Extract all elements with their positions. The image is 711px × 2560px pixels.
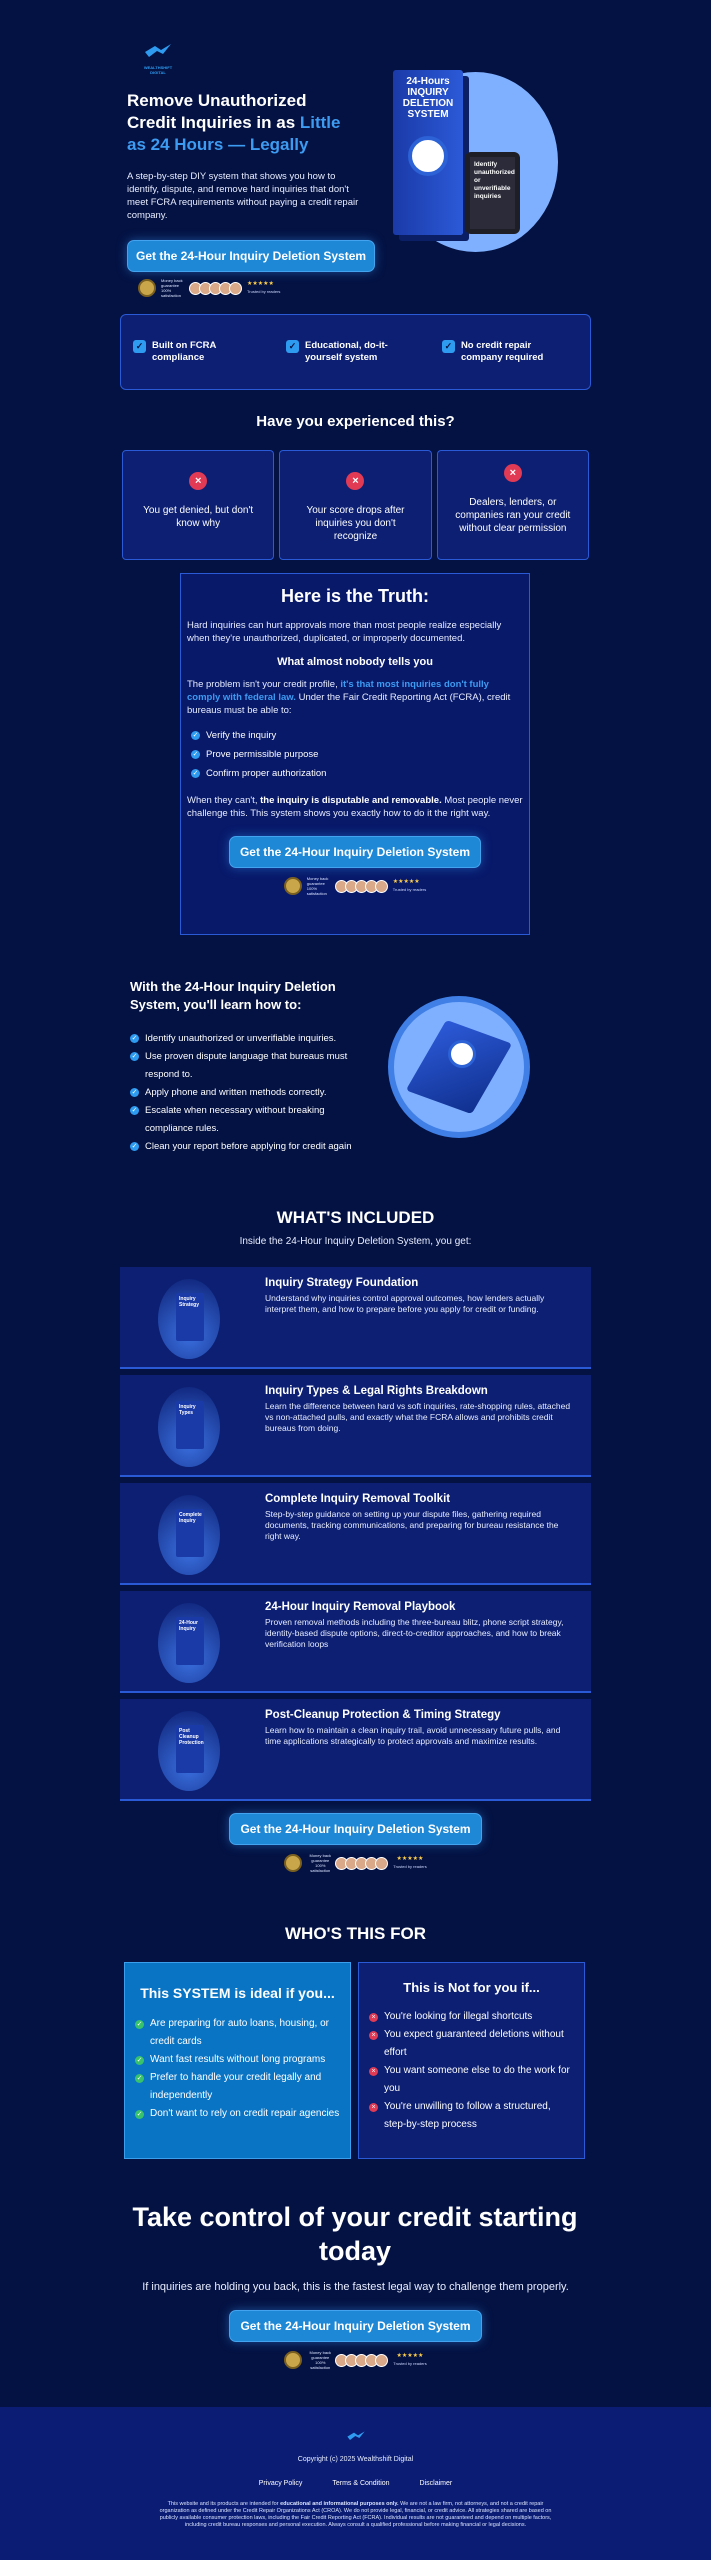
feature-item: ✓ Educational, do-it-yourself system (286, 340, 442, 364)
terms-link[interactable]: Terms & Condition (332, 2480, 390, 2487)
included-item (120, 1375, 591, 1477)
rating-stars: ★★★★★ Trusted by readers (393, 2353, 427, 2366)
included-social-proof: Money back guarantee 100% satisfaction ★★★★★ Trusted by readers (0, 1853, 711, 1873)
included-item-title: Complete Inquiry Removal Toolkit (265, 1493, 451, 1505)
included-item-desc: Step-by-step guidance on setting up your dispute files, gathering required documents, tracking communications, and preparing for bureau resistance the right way. (265, 1509, 559, 1541)
list-item: ✓ Identify unauthorized or unverifiable inquiries. (131, 1033, 337, 1044)
guarantee-seal (284, 2351, 302, 2369)
included-item-desc: Learn how to maintain a clean inquiry trail, avoid unnecessary future pulls, and time applications strategically to protect approvals and maximize results. (265, 1725, 561, 1746)
book-thumbnail: 24-Hour Inquiry (158, 1603, 220, 1683)
disclaimer-link[interactable]: Disclaimer (419, 2480, 453, 2487)
included-heading: WHAT'S INCLUDED (276, 1208, 435, 1227)
included-item-title: Inquiry Types & Legal Rights Breakdown (265, 1385, 488, 1397)
list-item: ✓ Verify the inquiry (192, 730, 277, 741)
hero-book-title: 24-Hours INQUIRY DELETION SYSTEM (402, 76, 454, 120)
hero-title-line3-highlight: as 24 Hours — Legally (127, 135, 309, 154)
check-circle-icon: ✓ (136, 2074, 143, 2082)
not-for-box (358, 1962, 585, 2159)
rating-stars: ★★★★★ Trusted by readers (392, 879, 427, 892)
truth-subheading: What almost nobody tells you (277, 656, 433, 668)
x-circle-icon: × (369, 2067, 378, 2076)
rating-stars: ★★★★★ Trusted by readers (393, 1856, 427, 1869)
list-item: ✓ Don't want to rely on credit repair agencies (136, 2108, 340, 2119)
included-list (120, 1267, 591, 1801)
learn-list (130, 1030, 365, 1156)
footer-disclaimer: This website and its products are intended for educational and informational purposes only. We are not a law firm, not attorneys, and not a credit repair organization as defined under the Credit Repair Organizations Act (CROA). We do not provide legal, financial, or credit advice. All strategies shared are based on publicly available consumer protection laws, including the Fair Credit Reporting Act (FCRA). Individual results are not guaranteed and depend on multiple factors, including credit bureau responses and personal execution. Always consult a qualified professional before making financial or legal decisions. (159, 2501, 552, 2528)
guarantee-seal (284, 1854, 302, 1872)
footer-links (0, 2480, 711, 2487)
x-circle-icon: × (369, 2031, 378, 2040)
final-cta-button[interactable]: Get the 24-Hour Inquiry Deletion System (229, 2310, 481, 2342)
clock-icon (408, 136, 448, 176)
logo-bird-icon (143, 42, 173, 60)
hero-tablet (465, 152, 520, 234)
feature-item: ✓ No credit repair company required (442, 340, 590, 364)
included-item (120, 1483, 591, 1585)
included-item-desc: Learn the difference between hard vs soft inquiries, rate-shopping rules, attached vs non-attached pulls, and exactly what the FCRA allows and prohibits credit bureaus from doing. (265, 1401, 571, 1433)
checkbox-icon: ✓ (442, 340, 455, 353)
check-circle-icon: ✓ (131, 1052, 138, 1060)
list-item: ✓ Escalate when necessary without breaking compliance rules. (131, 1105, 325, 1134)
included-item-title: Inquiry Strategy Foundation (265, 1277, 419, 1289)
included-item-desc: Understand why inquiries control approval outcomes, how lenders actually interpret them, and how to prepare before you apply for credit or funding. (265, 1293, 545, 1314)
included-item (120, 1699, 591, 1801)
truth-box (180, 573, 530, 935)
hero-title (127, 90, 367, 156)
footer-copyright: Copyright (c) 2025 Wealthshift Digital (297, 2456, 414, 2463)
footer-logo-icon[interactable] (346, 2429, 366, 2443)
book-thumbnail: Post Cleanup Protection (158, 1711, 220, 1791)
checkbox-icon: ✓ (133, 340, 146, 353)
included-cta-button[interactable]: Get the 24-Hour Inquiry Deletion System (229, 1813, 481, 1845)
check-circle-icon: ✓ (192, 751, 199, 758)
check-circle-icon: ✓ (192, 732, 199, 739)
final-social-proof: Money back guarantee 100% satisfaction ★★★★★ Trusted by readers (0, 2350, 711, 2370)
check-circle-icon: ✓ (136, 2110, 143, 2118)
x-circle-icon: × (369, 2103, 378, 2112)
hero-product-image (385, 70, 560, 255)
hero-book (393, 70, 463, 235)
rating-stars: ★★★★★ Trusted by readers (247, 281, 281, 294)
truth-heading: Here is the Truth: (280, 586, 430, 606)
list-item: ✓ Use proven dispute language that bureaus must respond to. (131, 1051, 348, 1080)
feature-item: ✓ Built on FCRA compliance (133, 340, 286, 364)
book-thumbnail: Inquiry Types (158, 1387, 220, 1467)
hero-title-line1: Remove Unauthorized (127, 91, 307, 110)
included-subheading: Inside the 24-Hour Inquiry Deletion System, you get: (239, 1236, 472, 1247)
x-circle-icon: × (504, 464, 522, 482)
list-item: ✓ Want fast results without long programs (136, 2054, 326, 2065)
avatars (338, 2354, 388, 2367)
truth-paragraph-2: The problem isn't your credit profile, it's that most inquiries don't fully comply with federal law. Under the Fair Credit Reporting Act (FCRA), credit bureaus must be able to: (187, 679, 511, 716)
list-item: × You want someone else to do the work for you (369, 2062, 574, 2098)
ideal-box (124, 1962, 351, 2159)
experienced-heading: Have you experienced this? (256, 413, 455, 430)
learn-product-image (388, 996, 530, 1138)
list-item: × You're looking for illegal shortcuts (369, 2008, 574, 2026)
x-circle-icon: × (346, 472, 364, 490)
avatars (338, 880, 388, 893)
list-item: ✓ Are preparing for auto loans, housing, or credit cards (136, 2018, 329, 2047)
check-circle-icon: ✓ (131, 1106, 138, 1114)
book-thumbnail: Inquiry Strategy (158, 1279, 220, 1359)
guarantee-seal (138, 279, 156, 297)
final-heading: Take control of your credit starting today (132, 2202, 578, 2266)
experience-card: × You get denied, but don't know why (122, 450, 274, 560)
included-item-desc: Proven removal methods including the three-bureau blitz, phone script strategy, identity-based dispute options, direct-to-creditor approaches, and how to break verification loops (265, 1617, 564, 1649)
final-subheading: If inquiries are holding you back, this is the fastest legal way to challenge them properly. (142, 2281, 569, 2293)
not-for-heading: This is Not for you if... (403, 1980, 540, 1995)
checkbox-icon: ✓ (286, 340, 299, 353)
list-item: ✓ Apply phone and written methods correctly. (131, 1087, 327, 1098)
check-circle-icon: ✓ (131, 1034, 138, 1042)
brand-name: WEALTHSHIFT DIGITAL (143, 65, 173, 75)
check-circle-icon: ✓ (131, 1142, 138, 1150)
included-item (120, 1267, 591, 1369)
learn-heading: With the 24-Hour Inquiry Deletion System, you'll learn how to: (130, 979, 336, 1012)
included-item-title: Post-Cleanup Protection & Timing Strategy (265, 1709, 501, 1721)
list-item: ✓ Prefer to handle your credit legally and independently (136, 2072, 322, 2101)
hero-title-highlight: Little (299, 113, 341, 132)
included-item-title: 24-Hour Inquiry Removal Playbook (265, 1601, 456, 1613)
avatars (192, 282, 242, 295)
x-circle-icon: × (189, 472, 207, 490)
experienced-cards (122, 450, 589, 560)
footer (0, 2407, 711, 2560)
included-item (120, 1591, 591, 1693)
guarantee-seal (284, 877, 302, 895)
truth-paragraph-1: Hard inquiries can hurt approvals more than most people realize especially when they're unauthorized, duplicated, or improperly documented. (187, 620, 502, 644)
hero-social-proof (138, 278, 280, 298)
privacy-policy-link[interactable]: Privacy Policy (258, 2480, 303, 2487)
experience-card: × Dealers, lenders, or companies ran your credit without clear permission (437, 450, 589, 560)
list-item: ✓ Confirm proper authorization (192, 768, 327, 779)
check-circle-icon: ✓ (136, 2056, 143, 2064)
clock-icon (448, 1040, 476, 1068)
check-circle-icon: ✓ (192, 770, 199, 777)
x-circle-icon: × (369, 2013, 378, 2022)
list-item: ✓ Clean your report before applying for credit again (131, 1141, 352, 1152)
book-thumbnail: Complete Inquiry (158, 1495, 220, 1575)
not-for-list (369, 2008, 574, 2134)
check-circle-icon: ✓ (131, 1088, 138, 1096)
list-item: × You're unwilling to follow a structured, step-by-step process (369, 2098, 574, 2134)
ideal-list (135, 2015, 340, 2123)
truth-paragraph-3: When they can't, the inquiry is disputable and removable. Most people never challenge this. This system shows you exactly how to do it the right way. (187, 795, 523, 819)
features-bar (120, 314, 591, 390)
truth-social-proof: Money back guarantee 100% satisfaction ★★★★★ Trusted by readers (187, 876, 523, 896)
ideal-heading: This SYSTEM is ideal if you... (140, 1985, 335, 2001)
seal-text: Money back guarantee 100% satisfaction (161, 278, 183, 298)
check-circle-icon: ✓ (136, 2020, 143, 2028)
experience-card: × Your score drops after inquiries you don't recognize (279, 450, 431, 560)
list-item: × You expect guaranteed deletions without effort (369, 2026, 574, 2062)
avatars (338, 1857, 388, 1870)
hero-cta-button[interactable]: Get the 24-Hour Inquiry Deletion System (127, 240, 375, 272)
truth-list (191, 726, 523, 783)
hero-title-line2: Credit Inquiries in as (127, 113, 300, 132)
tablet-text: Identify unauthorized or unverifiable inquiries (470, 157, 515, 229)
list-item: ✓ Prove permissible purpose (192, 749, 319, 760)
logo[interactable] (138, 42, 178, 75)
who-heading: WHO'S THIS FOR (285, 1924, 426, 1943)
hero-description: A step-by-step DIY system that shows you how to identify, dispute, and remove hard inquiries that don't meet FCRA requirements without paying a credit repair company. (127, 171, 359, 221)
truth-cta-button[interactable]: Get the 24-Hour Inquiry Deletion System (229, 836, 481, 868)
